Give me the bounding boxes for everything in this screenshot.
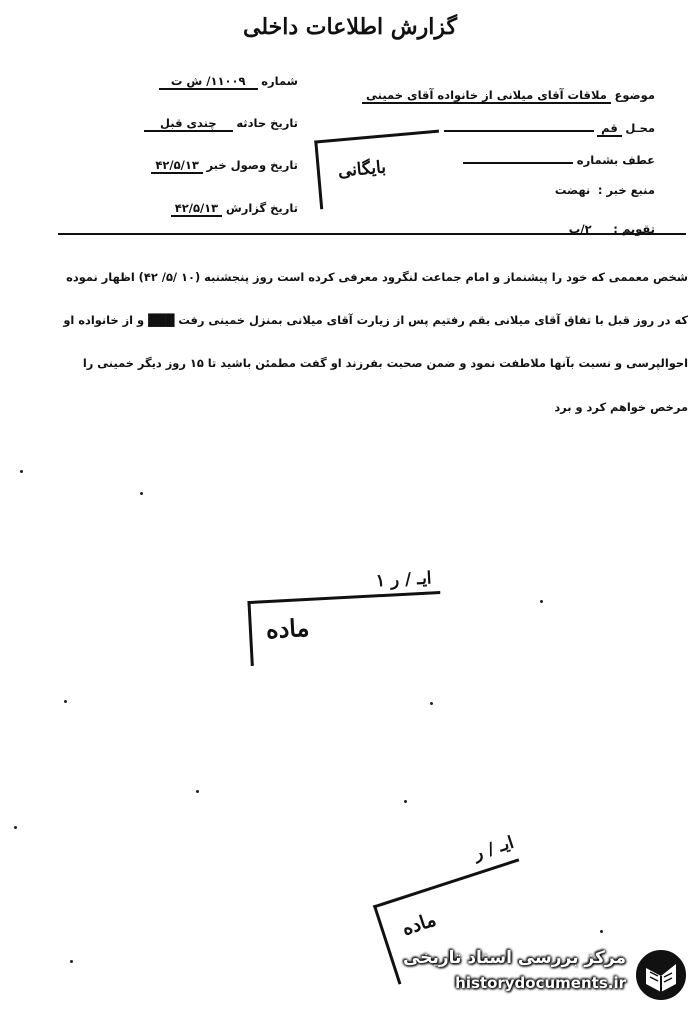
page-title: گزارش اطلاعات داخلی [243,14,457,40]
incident-date-field [144,116,298,130]
watermark-site: historydocuments.ir [455,974,626,992]
watermark [390,946,690,1004]
scan-speck [196,790,199,793]
number-value: ۱۱۰۰۹/ ش ت [159,74,258,90]
source-field [551,183,655,197]
location-value: قم [597,121,622,137]
followup-field [463,152,655,167]
body-line-3: احوالپرسی و نسبت بآنها ملاطفت نمود و ضمن صحبت بفرزند او گفت مطمئن باشید تا ۱۵ روز دیگر خمینی را [82,356,688,370]
watermark-org-name: مرکز بررسی اسناد تاریخی [403,948,626,968]
archive-stamp-top [314,130,445,210]
source-value: نهضت [554,183,591,197]
report-date-value: ۴۲/۵/۱۳ [171,201,223,217]
body-line-1: شخص معممی که خود را پیشنماز و امام جماعت لنگرود معرفی کرده است روز پنجشنبه (۱۰ /۵/ ۴۲) اظهار نموده [66,270,688,284]
body-line-2: که در روز قبل با تفاق آقای میلانی بقم رفتیم پس از زیارت آقای میلانی بمنزل خمینی رفت ███ و از خانواده او [63,313,688,327]
archive-stamp-middle [247,568,443,666]
watermark-book-icon [632,946,690,1004]
location-blank-line [444,120,594,132]
scan-speck [70,960,73,963]
archive-stamp-bottom-line2: ماده [399,908,439,941]
report-body [8,268,688,428]
subject-label: موضوع [614,88,655,102]
followup-label: عطف بشماره [576,153,655,167]
subject-value: ملاقات آقای میلانی از خانواده آقای خمینی [362,88,611,104]
subject-field [362,88,655,102]
location-label: محـل [625,121,655,135]
incident-date-label: تاریخ حادثه [236,116,298,130]
body-line-4: مرخص خواهم کرد و برد [554,400,688,414]
scan-speck [540,600,543,603]
scan-speck [140,492,143,495]
scan-speck [20,470,23,473]
location-field [444,120,655,135]
followup-blank-line [463,152,573,164]
report-date-label: تاریخ گزارش [225,201,298,215]
assessment-value: ۲/ب [568,222,592,236]
archive-stamp-top-text: بایگانی [337,157,387,182]
incident-date-value: چندی قبل [144,116,233,132]
number-field [159,74,298,88]
received-date-field [151,158,298,172]
received-date-label: تاریخ وصول خبر [206,158,298,172]
received-date-value: ۴۲/۵/۱۳ [151,158,203,174]
scan-speck [404,800,407,803]
scan-speck [430,702,433,705]
scan-speck [600,930,603,933]
archive-stamp-middle-line1: ایـ / ر ۱ [375,568,433,592]
header-divider [58,233,686,235]
source-label: منبع خبر : [597,183,655,197]
number-label: شماره [261,74,298,88]
archive-stamp-middle-line2: ماده [265,612,311,645]
archive-stamp-bottom-line1: ایـ / ر [471,832,517,865]
scan-speck [64,700,67,703]
report-date-field [171,201,298,215]
scan-speck [14,826,17,829]
assessment-label: تقویم : [613,222,655,236]
